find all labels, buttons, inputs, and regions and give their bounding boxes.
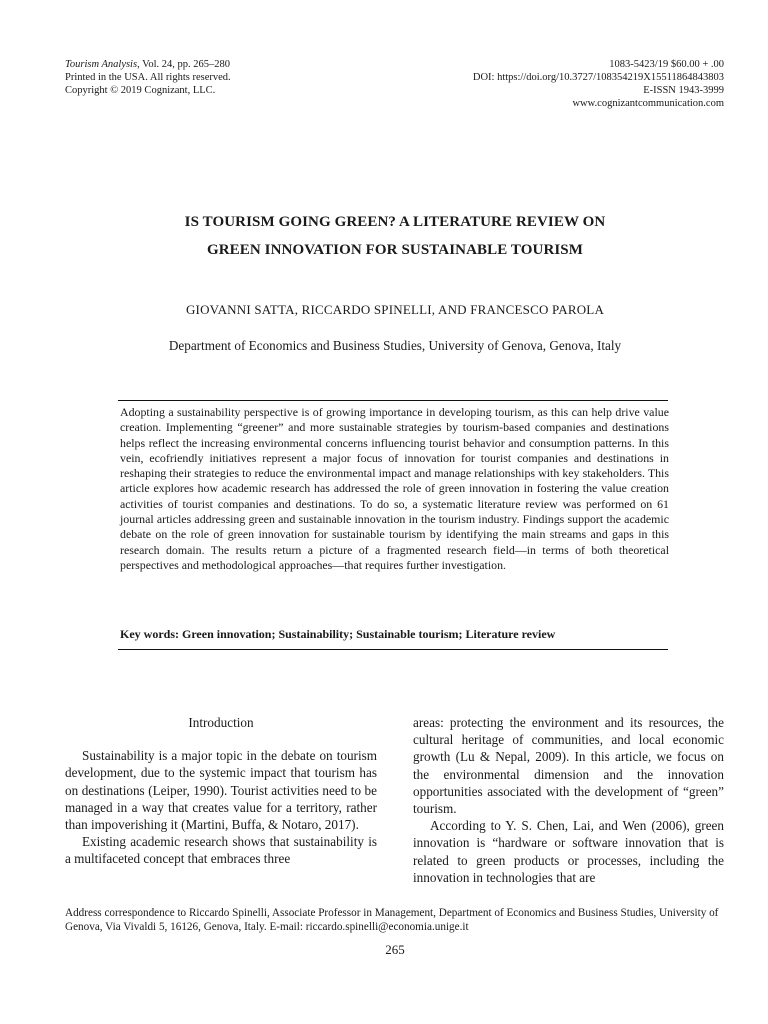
title-line-2: GREEN INNOVATION FOR SUSTAINABLE TOURISM [206, 242, 584, 258]
authors: GIOVANNI SATTA, RICCARDO SPINELLI, AND FRANCESCO PAROLA [185, 302, 605, 317]
intro-paragraph-continued: areas: protecting the environment and its resources, the cultural heritage of communities, and local economic growth (Lu & Nepal, 2009). In this article, we focus on the environmental dimension and the innovation opportunities associated with the development of “green” tourism. [413, 715, 724, 817]
section-heading-introduction: Introduction [188, 715, 254, 730]
abstract: Adopting a sustainability perspective is of growing importance in developing tourism, as this can help drive value creation. Implementing “greener” and more sustainable strategies by tourism-based companies and destinations helps reflect the increasing environmental concerns influencing tourist behavior and consumption patterns. In this vein, ecofriendly initiatives represent a major focus of innovation for tourist companies and destinations in reshaping their strategies to reduce the environmental impact and manage relationships with key stakeholders. This article explores how academic research has addressed the role of green innovation in fostering the value creation activities of tourist companies and destinations. To do so, a systematic literature review was performed on 61 journal articles addressing green and sustainable innovation in the tourism industry. Findings support the academic debate on the role of green innovation for sustainable tourism by identifying the main streams and gaps in this research domain. The results return a picture of a fragmented research field—in terms of both theoretical perspectives and methodological approaches—that requires further investigation. [120, 405, 669, 572]
journal-name: Tourism Analysis [65, 59, 138, 70]
printed-notice: Printed in the USA. All rights reserved. [65, 72, 231, 83]
journal-citation [65, 58, 231, 71]
issn-price: 1083-5423/19 $60.00 + .00 [609, 59, 724, 70]
page-number: 265 [385, 942, 405, 957]
journal-header-left [65, 58, 231, 97]
publisher-website: www.cognizantcommunication.com [572, 98, 724, 109]
intro-paragraph-2: Existing academic research shows that sustainability is a multifaceted concept that embraces three [65, 834, 377, 867]
copyright-notice: Copyright © 2019 Cognizant, LLC. [65, 85, 216, 96]
affiliation: Department of Economics and Business Studies, University of Genova, Genova, Italy [168, 338, 622, 353]
intro-paragraph-3: According to Y. S. Chen, Lai, and Wen (2006), green innovation is “hardware or software innovation that is related to green products or processes, including the innovation in technologies that are [413, 818, 724, 885]
intro-paragraph-1: Sustainability is a major topic in the debate on tourism development, due to the systemic impact that tourism has on destinations (Leiper, 1990). Tourist activities need to be managed in a way that creates value for a territory, rather than impoverishing it (Martini, Buffa, & Notaro, 2017). [65, 748, 377, 833]
keywords: Key words: Green innovation; Sustainability; Sustainable tourism; Literature review [120, 627, 556, 641]
correspondence-footnote: Address correspondence to Riccardo Spinelli, Associate Professor in Management, Department of Economics and Business Studies, University of Genova, Via Vivaldi 5, 16126, Genova, Italy. E-mail: riccardo.spinelli@economia.unige.it [65, 907, 719, 933]
abstract-top-rule [118, 400, 668, 401]
volume-pages: , Vol. 24, pp. 265–280 [137, 59, 231, 70]
right-column [413, 714, 724, 886]
abstract-bottom-rule [118, 649, 668, 650]
journal-header-right [473, 58, 724, 110]
article-title [0, 208, 768, 264]
left-column [65, 714, 377, 868]
title-line-1: IS TOURISM GOING GREEN? A LITERATURE REVIEW ON [184, 214, 606, 230]
doi: DOI: https://doi.org/10.3727/108354219X15511864843803 [472, 72, 724, 83]
eissn: E-ISSN 1943-3999 [643, 85, 724, 96]
